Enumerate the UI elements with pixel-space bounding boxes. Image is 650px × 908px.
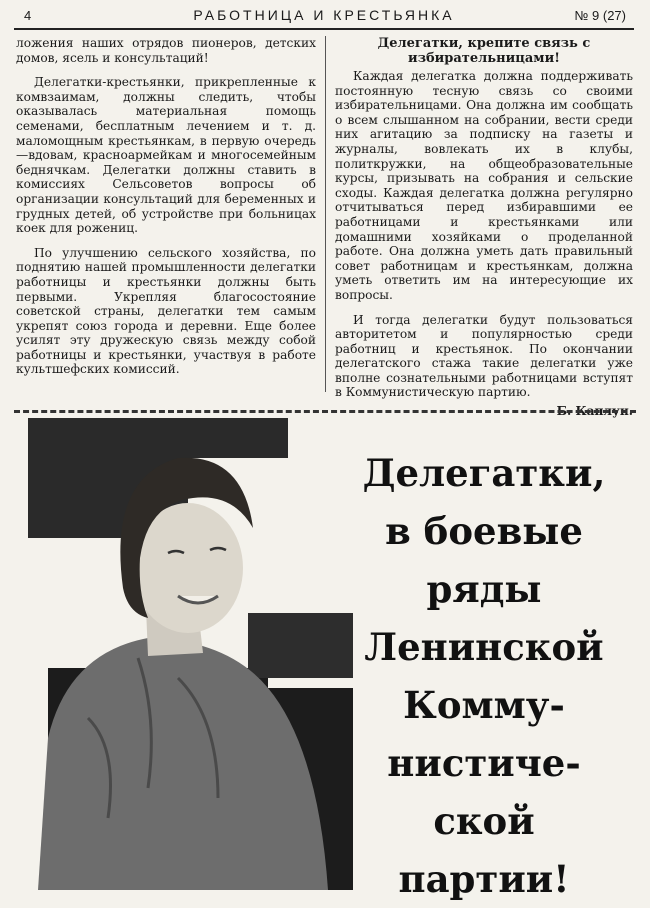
left-paragraph: ложения наших отрядов пионеров, детских домов, ясель и консультаций! [16, 36, 316, 65]
slogan-line: ряды [426, 567, 542, 611]
section-divider [14, 410, 636, 413]
slogan-line: Комму- [403, 683, 565, 727]
slogan-line: в боевые [385, 509, 583, 553]
header-rule [14, 28, 634, 30]
slogan-line: Ленинской [364, 625, 604, 669]
left-paragraph: По улучшению сельского хозяйства, по поднятию нашей промышленности делегатки работницы и крестьянки должны быть первыми. Укрепляя благосостояние советской страны, делегатки тем самым укрепят союз города и деревни. Еще более усилят эту дружескую связь между собой работницы и крестьянки, участвуя в работе культшефских комиссий. [16, 245, 316, 377]
page-number: 4 [24, 8, 32, 23]
right-column [335, 36, 633, 419]
page-header [14, 6, 634, 26]
author-signature: Б. Каплун. [556, 404, 633, 419]
left-column [16, 36, 316, 387]
slogan-line: ской [433, 799, 535, 843]
portrait-photo [28, 418, 353, 890]
article-heading: Делегатки, крепите связь с избирательницами! [377, 36, 591, 66]
slogan [322, 444, 646, 908]
issue-number: № 9 (27) [574, 8, 626, 23]
publication-title: РАБОТНИЦА И КРЕСТЬЯНКА [193, 7, 455, 23]
slogan-line: нистиче- [387, 741, 581, 785]
slogan-line: партии! [398, 857, 570, 901]
right-paragraph: И тогда делегатки будут пользоваться авторитетом и популярностью среди работниц и крестьянок. По окончании делегатского стажа такие делегатки уже вполне сознательными работницами вступят в Коммунистическую партию. [335, 312, 633, 400]
slogan-line: Делегатки, [362, 451, 606, 495]
column-divider [325, 36, 326, 392]
left-paragraph: Делегатки-крестьянки, прикрепленные к комвзаимам, должны следить, чтобы оказывалась материальная помощь семенами, бесплатным лечением и т. д. маломощным крестьянкам, в первую очередь—вдовам, красноармейкам и многосемейным беднячкам. Делегатки должны ставить в комиссиях Сельсоветов вопросы об организации консультаций для беременных и грудных детей, об устройстве при больницах коек для рожениц. [16, 75, 316, 236]
right-paragraph: Каждая делегатка должна поддерживать постоянную тесную связь со своими избирательницами. Она должна им сообщать о всем слышанном на собрании, вести среди них агитацию за подписку на газеты и журналы, вовлекать их в клубы, политкружки, на общеобразовательные курсы, призывать на собрания и сельские сходы. Каждая делегатка должна регулярно отчитываться перед избиравшими ее работницами и крестьянками или домашними хозяйками о проделанной работе. Она должна уметь дать правильный совет работницам и крестьянкам, должна уметь ответить им на интересующие их вопросы. [335, 69, 633, 302]
